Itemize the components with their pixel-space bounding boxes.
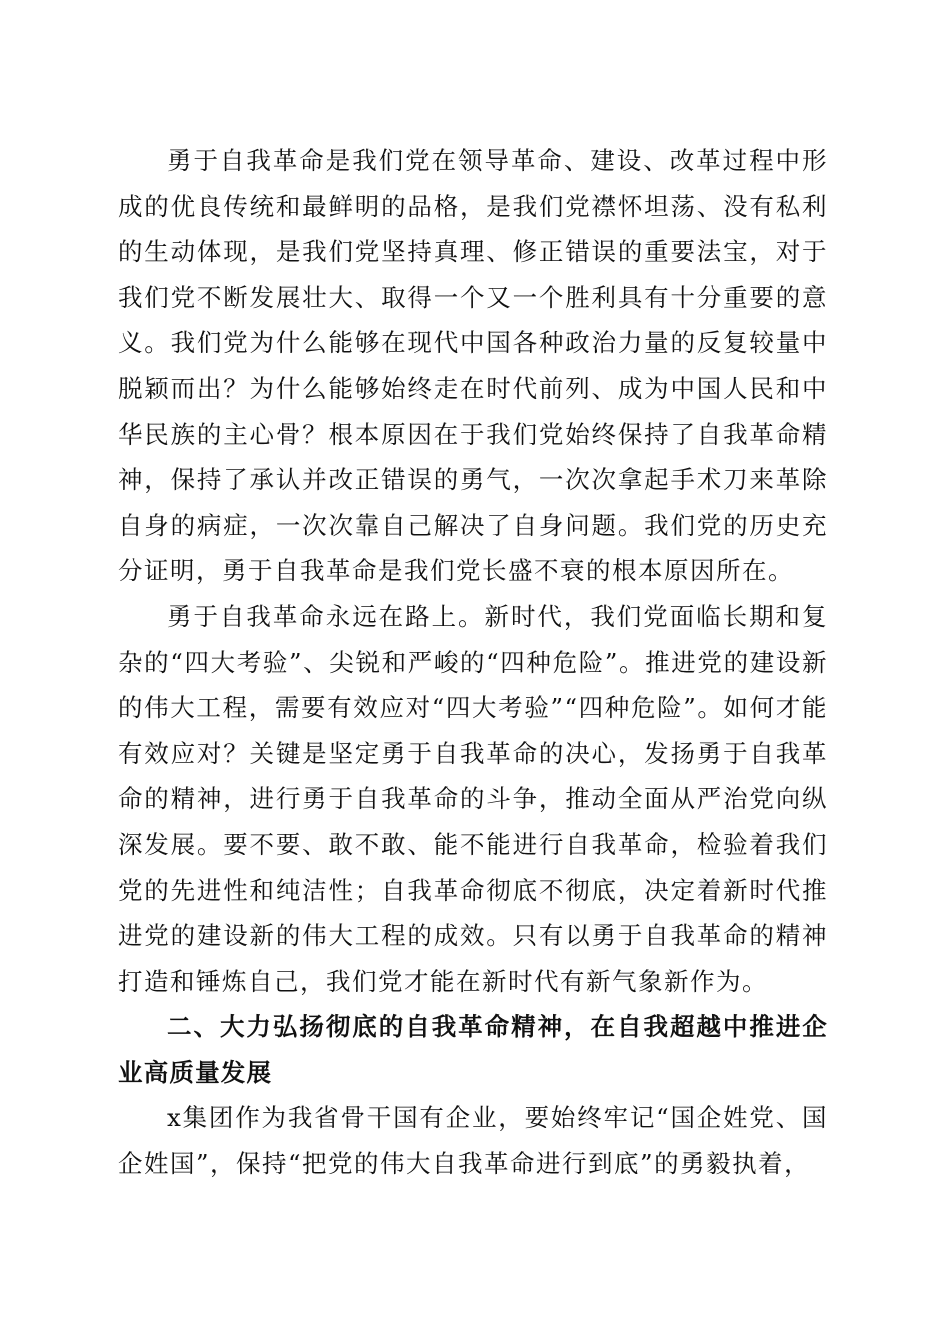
section-heading-two: 二、大力弘扬彻底的自我革命精神，在自我超越中推进企业高质量发展 [118,1012,828,1087]
paragraph-group-enterprise: x集团作为我省骨干国有企业，要始终牢记“国企姓党、国企姓国”，保持“把党的伟大自我革命进行到底”的勇毅执着， [118,1103,828,1179]
paragraph-self-revolution-on-the-road: 勇于自我革命永远在路上。新时代，我们党面临长期和复杂的“四大考验”、尖锐和严峻的“四种危险”。推进党的建设新的伟大工程，需要有效应对“四大考验”“四种危险”。如何才能有效应对？关键是坚定勇于自我革命的决心，发扬勇于自我革命的精神，进行勇于自我革命的斗争，推动全面从严治党向纵深发展。要不要、敢不敢、能不能进行自我革命，检验着我们党的先进性和纯洁性；自我革命彻底不彻底，决定着新时代推进党的建设新的伟大工程的成效。只有以勇于自我革命的精神打造和锤炼自己，我们党才能在新时代有新气象新作为。 [118,601,828,996]
paragraph-self-revolution-tradition: 勇于自我革命是我们党在领导革命、建设、改革过程中形成的优良传统和最鲜明的品格，是我们党襟怀坦荡、没有私利的生动体现，是我们党坚持真理、修正错误的重要法宝，对于我们党不断发展壮大、取得一个又一个胜利具有十分重要的意义。我们党为什么能够在现代中国各种政治力量的反复较量中脱颖而出？为什么能够始终走在时代前列、成为中国人民和中华民族的主心骨？根本原因在于我们党始终保持了自我革命精神，保持了承认并改正错误的勇气，一次次拿起手术刀来革除自身的病症，一次次靠自己解决了自身问题。我们党的历史充分证明，勇于自我革命是我们党长盛不衰的根本原因所在。 [118,146,828,586]
document-body [118,138,828,1187]
